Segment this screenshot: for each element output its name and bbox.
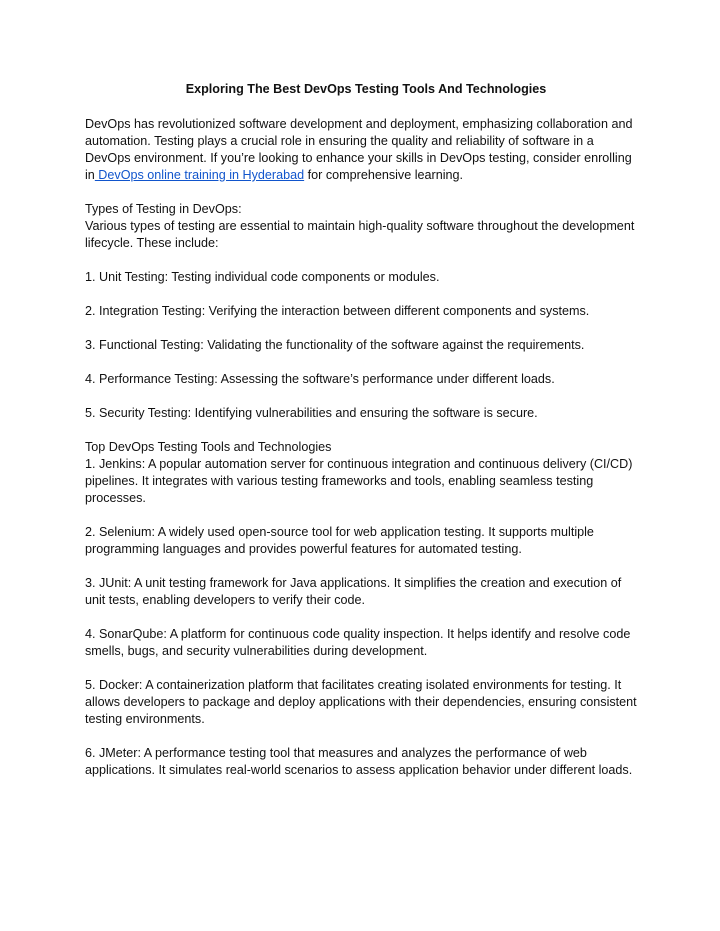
intro-paragraph [85,116,641,184]
tools-list-item: 5. Docker: A containerization platform that facilitates creating isolated environments for testing. It allows developers to package and deploy applications with their dependencies, ensuring consistent testing environments. [85,678,637,726]
intro-text: DevOps has revolutionized software development and deployment, emphasizing collaboration and automation. Testing plays a crucial role in ensuring the quality and reliability of software in a DevOps environment. If you’re looking to enhance your skills in DevOps testing, consider enrolling in [85,117,633,182]
document-page [85,81,641,796]
devops-training-link[interactable]: DevOps online training in Hyderabad [94,168,305,182]
types-intro: Various types of testing are essential to maintain high-quality software throughout the development lifecycle. These include: [85,219,635,250]
types-list-item: 2. Integration Testing: Verifying the interaction between different components and systems. [85,304,590,318]
types-list-item: 1. Unit Testing: Testing individual code components or modules. [85,270,440,284]
intro-text-end: for comprehensive learning. [304,168,464,182]
types-section [85,201,641,252]
tools-list-item: 1. Jenkins: A popular automation server for continuous integration and continuous delivery (CI/CD) pipelines. It integrates with various testing frameworks and tools, enabling seamless testing processes. [85,457,633,505]
tools-section [85,439,641,507]
tools-heading: Top DevOps Testing Tools and Technologies [85,440,332,454]
types-list-item: 5. Security Testing: Identifying vulnerabilities and ensuring the software is secure. [85,406,538,420]
types-heading: Types of Testing in DevOps: [85,202,242,216]
types-list-item: 3. Functional Testing: Validating the functionality of the software against the requirements. [85,338,585,352]
tools-list-item: 2. Selenium: A widely used open-source tool for web application testing. It supports multiple programming languages and provides powerful features for automated testing. [85,525,594,556]
tools-list-item: 3. JUnit: A unit testing framework for Java applications. It simplifies the creation and execution of unit tests, enabling developers to verify their code. [85,576,622,607]
tools-list-item: 6. JMeter: A performance testing tool that measures and analyzes the performance of web applications. It simulates real-world scenarios to assess application behavior under different loads. [85,746,633,777]
document-title: Exploring The Best DevOps Testing Tools And Technologies [185,82,547,96]
types-list-item: 4. Performance Testing: Assessing the software’s performance under different loads. [85,372,555,386]
tools-list-item: 4. SonarQube: A platform for continuous code quality inspection. It helps identify and resolve code smells, bugs, and security vulnerabilities during development. [85,627,631,658]
